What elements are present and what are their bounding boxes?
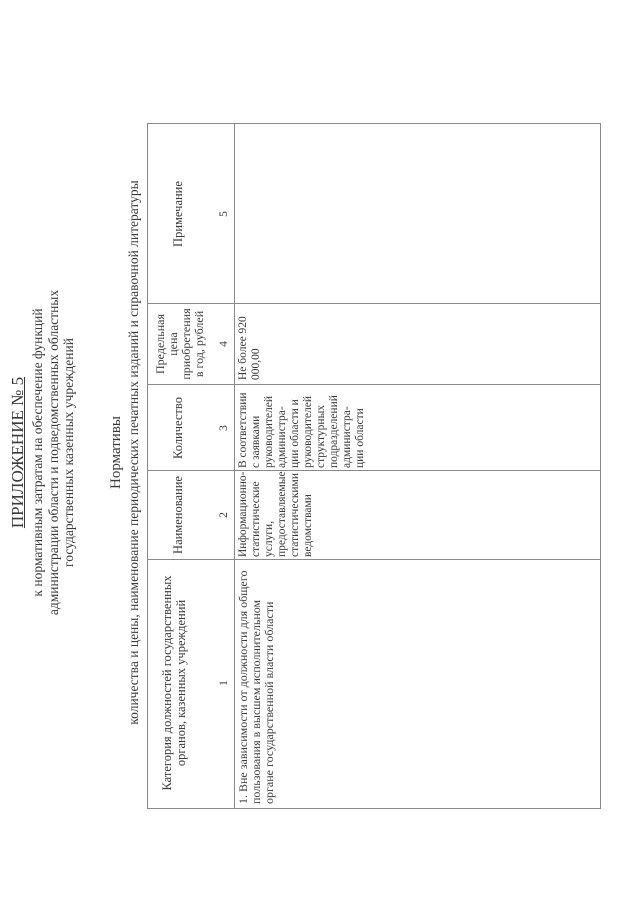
cell-quantity: В соответствии с заявками руководителей администра-ции области и руководителей структурных подразделений администра-ции области <box>237 392 366 468</box>
norms-table <box>147 123 601 809</box>
cell-name: Информационно-статистические услуги, предоставляемые статистическими ведомствами <box>237 471 314 557</box>
cell-category: 1. Вне зависимости от должности для общего пользования в высшем исполнительном органе государственной власти области <box>236 570 276 804</box>
table-row-divider <box>234 124 235 808</box>
header-name: Наименование <box>171 476 185 554</box>
table-column-divider <box>148 303 600 304</box>
cell-price: Не более 920 000,00 <box>237 316 262 380</box>
appendix-title: ПРИЛОЖЕНИЕ № 5 <box>8 376 27 529</box>
document-subtitle: количества и цены, наименование периодических печатных изданий и справочной литературы <box>126 180 141 725</box>
appendix-subtitle-line: к нормативным затратам на обеспечение функций <box>30 308 45 597</box>
column-number: 3 <box>218 425 230 431</box>
column-number: 4 <box>218 341 230 347</box>
table-column-divider <box>148 470 600 471</box>
header-max-price: Предельная цена приобретения в год, рублей <box>153 308 206 380</box>
appendix-subtitle-line: государственных казенных учреждений <box>61 338 77 567</box>
appendix-subtitle <box>30 30 77 875</box>
column-number: 2 <box>218 512 230 518</box>
header-note: Примечание <box>171 181 185 247</box>
header-quantity: Количество <box>171 397 185 459</box>
header-category: Категория должностей государственных органов, казенных учреждений <box>160 575 188 791</box>
document-title: Нормативы <box>108 416 124 490</box>
table-column-divider <box>148 559 600 560</box>
appendix-subtitle-line: администрации области и подведомственных областных <box>45 289 61 616</box>
column-number: 5 <box>218 211 230 217</box>
column-number: 1 <box>218 680 230 686</box>
table-column-divider <box>148 384 600 385</box>
